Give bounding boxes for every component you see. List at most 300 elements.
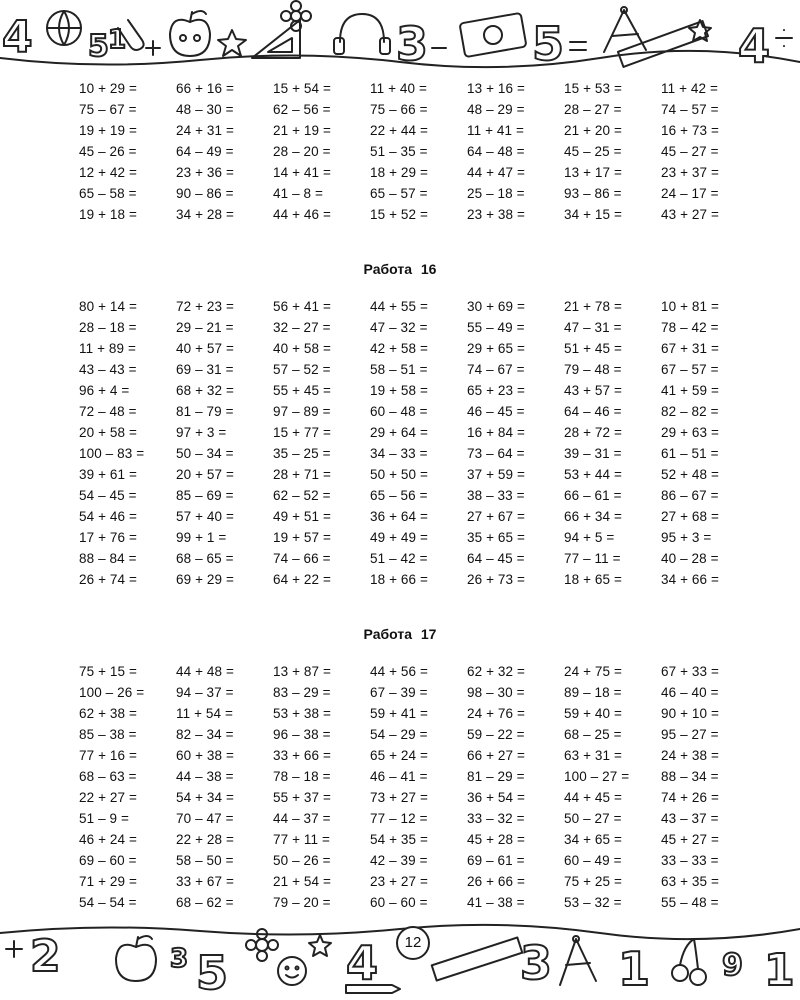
set-square-icon [252, 20, 300, 58]
digit-1-glyph: 1 [618, 942, 651, 996]
exercise-item: 11 + 54 = [176, 706, 233, 721]
exercise-item: 28 – 20 = [273, 144, 331, 159]
exercise-item: 74 – 57 = [661, 102, 719, 117]
exercise-item: 88 – 84 = [79, 551, 137, 566]
exercise-row [79, 464, 759, 485]
apple-icon [116, 936, 156, 981]
flower-icon [281, 1, 311, 31]
exercise-item: 13 + 87 = [273, 664, 331, 679]
exercise-item: 100 – 27 = [564, 769, 630, 784]
exercise-item: 72 + 23 = [176, 299, 234, 314]
exercise-row [79, 527, 759, 548]
exercise-item: 50 – 26 = [273, 853, 331, 868]
exercise-item: 46 – 40 = [661, 685, 719, 700]
exercise-item: 28 – 18 = [79, 320, 137, 335]
exercise-item: 90 + 10 = [661, 706, 719, 721]
exercise-block-work-16 [79, 296, 759, 590]
exercise-item: 34 + 15 = [564, 207, 622, 222]
exercise-item: 20 + 57 = [176, 467, 234, 482]
exercise-item: 36 + 54 = [467, 790, 525, 805]
exercise-item: 21 + 54 = [273, 874, 331, 889]
exercise-item: 77 – 11 = [564, 551, 621, 566]
exercise-item: 94 + 5 = [564, 530, 615, 545]
exercise-item: 16 + 73 = [661, 123, 719, 138]
exercise-item: 50 – 27 = [564, 811, 622, 826]
exercise-item: 95 + 3 = [661, 530, 712, 545]
exercise-item: 55 + 37 = [273, 790, 331, 805]
exercise-item: 74 – 66 = [273, 551, 331, 566]
digit-2-glyph: 2 [30, 931, 61, 982]
star-icon-2 [689, 20, 711, 41]
exercise-item: 78 – 18 = [273, 769, 331, 784]
globe-icon [47, 11, 81, 45]
exercise-row [79, 99, 759, 120]
exercise-item: 75 – 66 = [370, 102, 428, 117]
exercise-item: 77 + 16 = [79, 748, 137, 763]
exercise-item: 61 – 51 = [661, 446, 719, 461]
exercise-item: 90 – 86 = [176, 186, 234, 201]
exercise-item: 63 + 31 = [564, 748, 622, 763]
exercise-item: 11 + 40 = [370, 81, 427, 96]
exercise-item: 43 – 43 = [79, 362, 137, 377]
digit-5-glyph: 5 [88, 29, 109, 64]
equals-sign [570, 42, 586, 50]
sun-icon [278, 957, 306, 985]
exercise-item: 51 – 35 = [370, 144, 428, 159]
plus-sign [146, 41, 160, 55]
exercise-row [79, 120, 759, 141]
exercise-item: 99 + 1 = [176, 530, 227, 545]
exercise-item: 26 + 74 = [79, 572, 137, 587]
digit-4-glyph: 4 [346, 936, 379, 990]
exercise-item: 57 – 52 = [273, 362, 331, 377]
exercise-item: 41 + 59 = [661, 383, 719, 398]
exercise-item: 45 – 25 = [564, 144, 622, 159]
exercise-row [79, 204, 759, 225]
exercise-item: 68 – 62 = [176, 895, 234, 910]
exercise-row [79, 892, 759, 913]
exercise-item: 42 – 39 = [370, 853, 428, 868]
exercise-item: 67 + 31 = [661, 341, 719, 356]
exercise-item: 27 + 68 = [661, 509, 719, 524]
exercise-row [79, 808, 759, 829]
exercise-item: 15 + 53 = [564, 81, 622, 96]
exercise-item: 86 – 67 = [661, 488, 719, 503]
exercise-item: 29 + 64 = [370, 425, 428, 440]
exercise-item: 44 – 37 = [273, 811, 331, 826]
exercise-item: 54 – 29 = [370, 727, 428, 742]
exercise-item: 54 + 34 = [176, 790, 234, 805]
exercise-item: 53 + 44 = [564, 467, 622, 482]
exercise-item: 33 – 33 = [661, 853, 719, 868]
exercise-item: 26 + 73 = [467, 572, 525, 587]
exercise-row [79, 787, 759, 808]
exercise-item: 64 – 45 = [467, 551, 525, 566]
exercise-item: 44 + 46 = [273, 207, 331, 222]
exercise-item: 64 – 49 = [176, 144, 234, 159]
exercise-item: 67 + 33 = [661, 664, 719, 679]
exercise-item: 23 + 27 = [370, 874, 428, 889]
exercise-item: 66 – 61 = [564, 488, 622, 503]
exercise-row [79, 422, 759, 443]
exercise-item: 11 + 42 = [661, 81, 718, 96]
exercise-item: 51 + 45 = [564, 341, 622, 356]
exercise-item: 33 – 32 = [467, 811, 525, 826]
exercise-item: 44 + 45 = [564, 790, 622, 805]
exercise-item: 41 – 8 = [273, 186, 323, 201]
exercise-item: 17 + 76 = [79, 530, 137, 545]
exercise-item: 56 + 41 = [273, 299, 331, 314]
exercise-item: 12 + 42 = [79, 165, 137, 180]
exercise-item: 75 + 25 = [564, 874, 622, 889]
star-icon [309, 935, 331, 956]
exercise-item: 35 + 65 = [467, 530, 525, 545]
divide-sign [776, 30, 792, 46]
exercise-row [79, 78, 759, 99]
exercise-row [79, 745, 759, 766]
exercise-item: 15 + 77 = [273, 425, 331, 440]
exercise-item: 67 – 39 = [370, 685, 428, 700]
exercise-item: 69 – 31 = [176, 362, 234, 377]
exercise-item: 60 – 49 = [564, 853, 622, 868]
section-heading-work-16: Работа 16 [363, 261, 437, 277]
exercise-row [79, 661, 759, 682]
exercise-item: 49 + 51 = [273, 509, 331, 524]
exercise-item: 78 – 42 = [661, 320, 719, 335]
exercise-item: 68 – 65 = [176, 551, 234, 566]
exercise-item: 34 – 33 = [370, 446, 428, 461]
exercise-row [79, 443, 759, 464]
exercise-item: 65 + 24 = [370, 748, 428, 763]
exercise-item: 60 + 38 = [176, 748, 234, 763]
headphones-icon [334, 14, 390, 54]
exercise-item: 13 + 17 = [564, 165, 622, 180]
exercise-row [79, 338, 759, 359]
exercise-item: 69 – 61 = [467, 853, 525, 868]
exercise-item: 60 – 60 = [370, 895, 428, 910]
exercise-item: 66 + 27 = [467, 748, 525, 763]
exercise-item: 19 + 57 = [273, 530, 331, 545]
exercise-item: 96 + 4 = [79, 383, 130, 398]
exercise-item: 22 + 27 = [79, 790, 137, 805]
exercise-item: 24 – 17 = [661, 186, 719, 201]
exercise-item: 75 – 67 = [79, 102, 137, 117]
exercise-item: 37 + 59 = [467, 467, 525, 482]
digit-5-glyph-2: 5 [532, 17, 565, 71]
exercise-item: 11 + 41 = [467, 123, 524, 138]
exercise-item: 26 + 66 = [467, 874, 525, 889]
exercise-item: 18 + 29 = [370, 165, 428, 180]
exercise-item: 45 + 28 = [467, 832, 525, 847]
exercise-item: 46 – 45 = [467, 404, 525, 419]
exercise-item: 55 + 45 = [273, 383, 331, 398]
exercise-item: 81 – 29 = [467, 769, 525, 784]
exercise-item: 25 – 18 = [467, 186, 525, 201]
exercise-item: 68 + 32 = [176, 383, 234, 398]
exercise-item: 54 + 46 = [79, 509, 137, 524]
page-number: 12 [396, 926, 430, 960]
exercise-item: 53 – 32 = [564, 895, 622, 910]
exercise-item: 51 – 42 = [370, 551, 428, 566]
ruler-icon [432, 937, 523, 980]
exercise-item: 39 + 61 = [79, 467, 137, 482]
exercise-item: 42 + 58 = [370, 341, 428, 356]
exercise-item: 28 – 27 = [564, 102, 622, 117]
exercise-item: 43 + 27 = [661, 207, 719, 222]
exercise-item: 19 + 58 = [370, 383, 428, 398]
exercise-item: 38 – 33 = [467, 488, 525, 503]
exercise-item: 62 + 32 = [467, 664, 525, 679]
exercise-item: 19 + 18 = [79, 207, 137, 222]
exercise-row [79, 724, 759, 745]
bottom-doodle-art [0, 915, 800, 1000]
exercise-item: 73 – 64 = [467, 446, 525, 461]
exercise-row [79, 829, 759, 850]
exercise-item: 49 + 49 = [370, 530, 428, 545]
exercise-item: 43 + 57 = [564, 383, 622, 398]
exercise-item: 19 + 19 = [79, 123, 137, 138]
exercise-item: 44 + 47 = [467, 165, 525, 180]
exercise-row [79, 850, 759, 871]
exercise-item: 24 + 76 = [467, 706, 525, 721]
exercise-item: 60 – 48 = [370, 404, 428, 419]
exercise-item: 41 – 38 = [467, 895, 525, 910]
compass-icon [604, 7, 646, 52]
exercise-item: 54 – 45 = [79, 488, 137, 503]
exercise-item: 68 – 63 = [79, 769, 137, 784]
exercise-item: 65 – 57 = [370, 186, 428, 201]
exercise-item: 39 – 31 = [564, 446, 622, 461]
digit-4-glyph-2: 4 [738, 19, 771, 73]
exercise-item: 33 + 67 = [176, 874, 234, 889]
exercise-item: 68 – 25 = [564, 727, 622, 742]
digit-1-glyph: 1 [108, 25, 127, 55]
exercise-item: 40 + 58 = [273, 341, 331, 356]
exercise-item: 11 + 89 = [79, 341, 136, 356]
exercise-item: 74 – 67 = [467, 362, 525, 377]
exercise-item: 94 – 37 = [176, 685, 234, 700]
exercise-item: 23 + 36 = [176, 165, 234, 180]
exercise-item: 53 + 38 = [273, 706, 331, 721]
exercise-item: 82 – 34 = [176, 727, 234, 742]
exercise-item: 45 – 27 = [661, 144, 719, 159]
exercise-item: 80 + 14 = [79, 299, 137, 314]
exercise-item: 34 + 65 = [564, 832, 622, 847]
exercise-item: 59 – 22 = [467, 727, 525, 742]
exercise-item: 40 – 28 = [661, 551, 719, 566]
exercise-item: 21 + 78 = [564, 299, 622, 314]
exercise-item: 36 + 64 = [370, 509, 428, 524]
exercise-item: 44 + 48 = [176, 664, 234, 679]
exercise-item: 28 + 72 = [564, 425, 622, 440]
exercise-item: 65 – 56 = [370, 488, 428, 503]
exercise-item: 62 – 56 = [273, 102, 331, 117]
exercise-item: 29 + 65 = [467, 341, 525, 356]
banknote-icon [460, 13, 527, 57]
exercise-item: 95 – 27 = [661, 727, 719, 742]
exercise-item: 44 + 55 = [370, 299, 428, 314]
exercise-item: 23 + 37 = [661, 165, 719, 180]
apple-icon [170, 11, 210, 56]
exercise-row [79, 871, 759, 892]
exercise-item: 45 – 26 = [79, 144, 137, 159]
exercise-item: 63 + 35 = [661, 874, 719, 889]
exercise-item: 96 – 38 = [273, 727, 331, 742]
exercise-item: 29 + 63 = [661, 425, 719, 440]
exercise-item: 59 + 40 = [564, 706, 622, 721]
exercise-row [79, 506, 759, 527]
exercise-item: 43 – 37 = [661, 811, 719, 826]
exercise-item: 16 + 84 = [467, 425, 525, 440]
exercise-item: 30 + 69 = [467, 299, 525, 314]
exercise-item: 45 + 27 = [661, 832, 719, 847]
exercise-row [79, 703, 759, 724]
exercise-item: 65 – 58 = [79, 186, 137, 201]
exercise-item: 54 + 35 = [370, 832, 428, 847]
exercise-item: 89 – 18 = [564, 685, 622, 700]
exercise-item: 44 – 38 = [176, 769, 234, 784]
exercise-item: 77 + 11 = [273, 832, 330, 847]
exercise-item: 24 + 31 = [176, 123, 234, 138]
exercise-item: 34 + 28 = [176, 207, 234, 222]
exercise-item: 62 – 52 = [273, 488, 331, 503]
exercise-row [79, 569, 759, 590]
exercise-item: 72 – 48 = [79, 404, 137, 419]
exercise-item: 85 – 38 = [79, 727, 137, 742]
exercise-row [79, 548, 759, 569]
exercise-item: 58 – 50 = [176, 853, 234, 868]
exercise-item: 22 + 44 = [370, 123, 428, 138]
exercise-item: 64 – 48 = [467, 144, 525, 159]
exercise-item: 34 + 66 = [661, 572, 719, 587]
exercise-item: 44 + 56 = [370, 664, 428, 679]
exercise-item: 79 – 20 = [273, 895, 331, 910]
exercise-item: 67 – 57 = [661, 362, 719, 377]
exercise-item: 75 + 15 = [79, 664, 137, 679]
exercise-item: 73 + 27 = [370, 790, 428, 805]
section-heading-work-17: Работа 17 [363, 626, 437, 642]
exercise-item: 18 + 65 = [564, 572, 622, 587]
exercise-item: 50 + 50 = [370, 467, 428, 482]
exercise-item: 33 + 66 = [273, 748, 331, 763]
exercise-item: 50 – 34 = [176, 446, 234, 461]
exercise-item: 51 – 9 = [79, 811, 129, 826]
exercise-item: 47 – 31 = [564, 320, 622, 335]
exercise-item: 52 + 48 = [661, 467, 719, 482]
exercise-row [79, 141, 759, 162]
exercise-item: 64 + 22 = [273, 572, 331, 587]
exercise-item: 62 + 38 = [79, 706, 137, 721]
star-icon [218, 30, 246, 56]
exercise-block-work-17 [79, 661, 759, 913]
exercise-item: 48 – 29 = [467, 102, 525, 117]
exercise-item: 93 – 86 = [564, 186, 622, 201]
compass-icon [560, 936, 596, 985]
exercise-item: 24 + 38 = [661, 748, 719, 763]
exercise-item: 88 – 34 = [661, 769, 719, 784]
exercise-block-continued [79, 78, 759, 225]
exercise-item: 69 – 60 = [79, 853, 137, 868]
top-doodle-art [0, 0, 800, 78]
exercise-item: 64 – 46 = [564, 404, 622, 419]
exercise-item: 28 + 71 = [273, 467, 331, 482]
exercise-item: 13 + 16 = [467, 81, 525, 96]
exercise-item: 100 – 26 = [79, 685, 145, 700]
exercise-item: 65 + 23 = [467, 383, 525, 398]
exercise-row [79, 317, 759, 338]
exercise-item: 83 – 29 = [273, 685, 331, 700]
exercise-item: 82 – 82 = [661, 404, 719, 419]
exercise-item: 24 + 75 = [564, 664, 622, 679]
exercise-item: 58 – 51 = [370, 362, 428, 377]
exercise-item: 27 + 67 = [467, 509, 525, 524]
top-decorative-border [0, 0, 800, 78]
digit-5-glyph: 5 [196, 946, 229, 1000]
exercise-row [79, 380, 759, 401]
exercise-item: 21 + 20 = [564, 123, 622, 138]
exercise-item: 66 + 34 = [564, 509, 622, 524]
plus-sign [6, 941, 22, 957]
exercise-row [79, 682, 759, 703]
digit-3-glyph: 3 [396, 17, 429, 71]
exercise-item: 85 – 69 = [176, 488, 234, 503]
exercise-item: 66 + 16 = [176, 81, 234, 96]
exercise-item: 29 – 21 = [176, 320, 234, 335]
exercise-item: 55 – 49 = [467, 320, 525, 335]
exercise-item: 10 + 81 = [661, 299, 719, 314]
exercise-row [79, 162, 759, 183]
exercise-item: 97 – 89 = [273, 404, 331, 419]
exercise-item: 98 – 30 = [467, 685, 525, 700]
exercise-item: 55 – 48 = [661, 895, 719, 910]
digit-4-glyph: 4 [2, 12, 33, 63]
exercise-item: 46 – 41 = [370, 769, 428, 784]
exercise-item: 74 + 26 = [661, 790, 719, 805]
exercise-row [79, 183, 759, 204]
exercise-row [79, 766, 759, 787]
exercise-item: 79 – 48 = [564, 362, 622, 377]
exercise-item: 77 – 12 = [370, 811, 428, 826]
exercise-item: 97 + 3 = [176, 425, 227, 440]
exercise-item: 21 + 19 = [273, 123, 331, 138]
exercise-row [79, 401, 759, 422]
exercise-item: 15 + 54 = [273, 81, 331, 96]
cherries-icon [672, 939, 706, 985]
exercise-item: 47 – 32 = [370, 320, 428, 335]
exercise-item: 59 + 41 = [370, 706, 428, 721]
exercise-item: 70 – 47 = [176, 811, 234, 826]
exercise-item: 69 + 29 = [176, 572, 234, 587]
exercise-item: 57 + 40 = [176, 509, 234, 524]
exercise-item: 22 + 28 = [176, 832, 234, 847]
exercise-item: 100 – 83 = [79, 446, 145, 461]
exercise-item: 23 + 38 = [467, 207, 525, 222]
exercise-item: 81 – 79 = [176, 404, 234, 419]
exercise-item: 71 + 29 = [79, 874, 137, 889]
exercise-row [79, 359, 759, 380]
exercise-item: 32 – 27 = [273, 320, 331, 335]
exercise-item: 15 + 52 = [370, 207, 428, 222]
exercise-item: 46 + 24 = [79, 832, 137, 847]
exercise-item: 48 – 30 = [176, 102, 234, 117]
exercise-row [79, 296, 759, 317]
exercise-row [79, 485, 759, 506]
exercise-item: 54 – 54 = [79, 895, 137, 910]
exercise-item: 35 – 25 = [273, 446, 331, 461]
exercise-item: 10 + 29 = [79, 81, 137, 96]
exercise-item: 40 + 57 = [176, 341, 234, 356]
exercise-item: 20 + 58 = [79, 425, 137, 440]
